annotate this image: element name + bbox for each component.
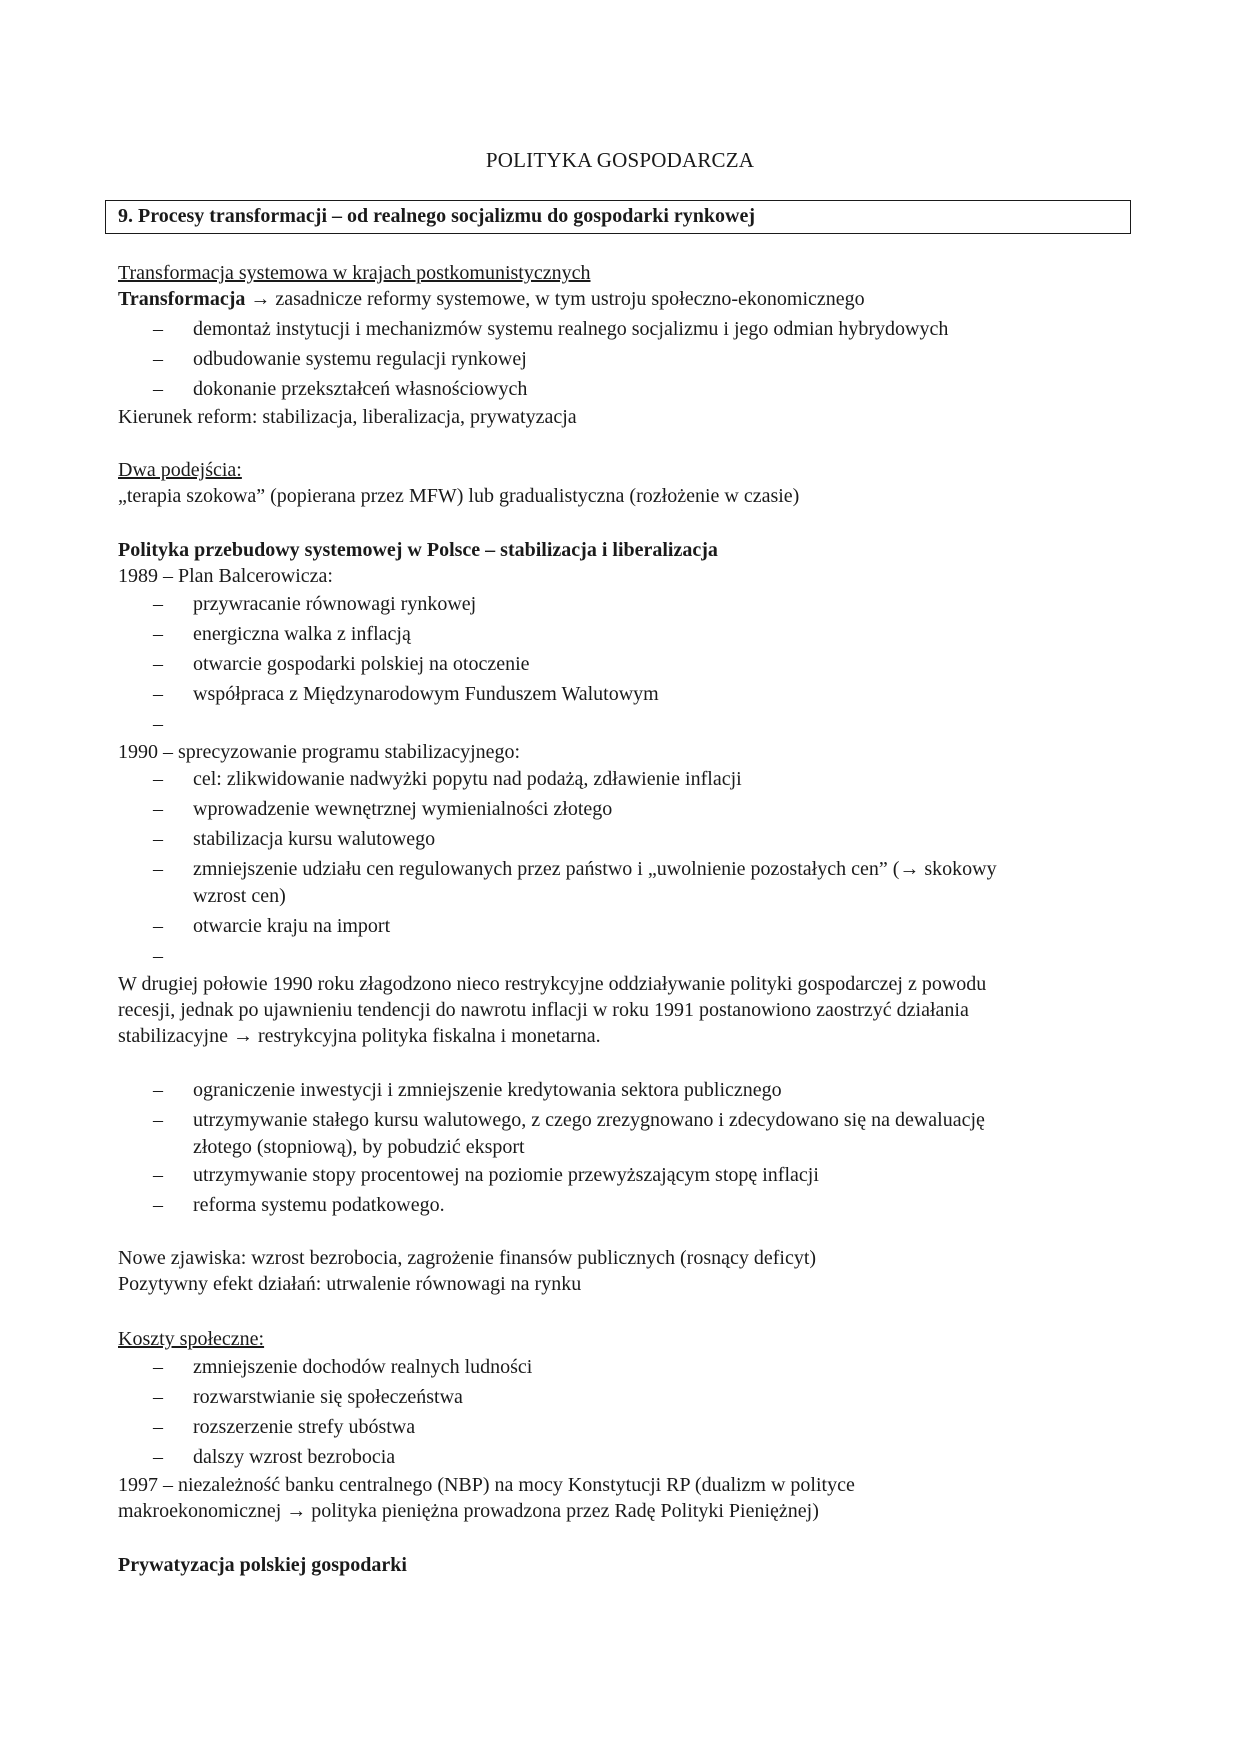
paragraph-line: stabilizacyjne → restrykcyjna polityka fiskalna i monetarna. bbox=[118, 1025, 601, 1047]
list-item: dokonanie przekształceń własnościowych bbox=[193, 378, 528, 400]
reform-direction: Kierunek reform: stabilizacja, liberalizacja, prywatyzacja bbox=[118, 406, 577, 428]
list-item: demontaż instytucji i mechanizmów systemu realnego socjalizmu i jego odmian hybrydowych bbox=[193, 318, 949, 340]
subheading-transformation: Transformacja systemowa w krajach postkomunistycznych bbox=[118, 262, 591, 284]
list-item: otwarcie gospodarki polskiej na otoczenie bbox=[193, 653, 530, 675]
term-transformacja: Transformacja bbox=[118, 288, 246, 310]
list-item: energiczna walka z inflacją bbox=[193, 623, 411, 645]
list-item: rozwarstwianie się społeczeństwa bbox=[193, 1386, 463, 1408]
bullet-dash: – bbox=[153, 683, 163, 705]
list-item: otwarcie kraju na import bbox=[193, 915, 391, 937]
bullet-dash: – bbox=[153, 1109, 163, 1131]
definition-text: → zasadnicze reformy systemowe, w tym ustroju społeczno-ekonomicznego bbox=[245, 288, 865, 310]
list-item: rozszerzenie strefy ubóstwa bbox=[193, 1416, 416, 1438]
document-title: POLITYKA GOSPODARCZA bbox=[485, 148, 755, 172]
list-item-continuation: złotego (stopniową), by pobudzić eksport bbox=[193, 1136, 525, 1158]
nbp-line: 1997 – niezależność banku centralnego (NBP) na mocy Konstytucji RP (dualizm w polityce bbox=[118, 1474, 855, 1496]
nbp-line: makroekonomicznej → polityka pieniężna prowadzona przez Radę Polityki Pieniężnej) bbox=[118, 1500, 819, 1522]
list-item: odbudowanie systemu regulacji rynkowej bbox=[193, 348, 527, 370]
bullet-dash: – bbox=[153, 1164, 163, 1186]
section-heading: 9. Procesy transformacji – od realnego socjalizmu do gospodarki rynkowej bbox=[118, 205, 755, 227]
bullet-dash: – bbox=[153, 1386, 163, 1408]
subheading-policy-poland: Polityka przebudowy systemowej w Polsce – stabilizacja i liberalizacja bbox=[118, 539, 718, 561]
subheading-privatization: Prywatyzacja polskiej gospodarki bbox=[118, 1554, 407, 1576]
bullet-dash: – bbox=[153, 1356, 163, 1378]
list-item: zmniejszenie dochodów realnych ludności bbox=[193, 1356, 533, 1378]
bullet-dash: – bbox=[153, 378, 163, 400]
plan-balcerowicza: 1989 – Plan Balcerowicza: bbox=[118, 565, 333, 587]
subheading-social-costs: Koszty społeczne: bbox=[118, 1328, 265, 1350]
bullet-dash: – bbox=[153, 1446, 163, 1468]
approaches-text: „terapia szokowa” (popierana przez MFW) lub gradualistyczna (rozłożenie w czasie) bbox=[118, 485, 800, 507]
bullet-dash: – bbox=[153, 798, 163, 820]
paragraph-line: recesji, jednak po ujawnieniu tendencji do nawrotu inflacji w roku 1991 postanowiono zaostrzyć działania bbox=[118, 999, 969, 1021]
new-phenomena: Nowe zjawiska: wzrost bezrobocia, zagrożenie finansów publicznych (rosnący deficyt) bbox=[118, 1247, 817, 1269]
bullet-dash: – bbox=[153, 593, 163, 615]
list-item: utrzymywanie stałego kursu walutowego, z czego zrezygnowano i zdecydowano się na dewaluację bbox=[193, 1109, 985, 1131]
list-item: utrzymywanie stopy procentowej na poziomie przewyższającym stopę inflacji bbox=[193, 1164, 819, 1186]
program-1990: 1990 – sprecyzowanie programu stabilizacyjnego: bbox=[118, 741, 521, 763]
list-item: zmniejszenie udziału cen regulowanych przez państwo i „uwolnienie pozostałych cen” (→ skokowy bbox=[193, 858, 997, 880]
bullet-dash: – bbox=[153, 318, 163, 340]
list-item: stabilizacja kursu walutowego bbox=[193, 828, 436, 850]
list-item: cel: zlikwidowanie nadwyżki popytu nad podażą, zdławienie inflacji bbox=[193, 768, 742, 790]
bullet-dash: – bbox=[153, 915, 163, 937]
list-item: ograniczenie inwestycji i zmniejszenie kredytowania sektora publicznego bbox=[193, 1079, 782, 1101]
bullet-dash: – bbox=[153, 1416, 163, 1438]
bullet-dash: – bbox=[153, 348, 163, 370]
list-item: wprowadzenie wewnętrznej wymienialności złotego bbox=[193, 798, 613, 820]
bullet-dash: – bbox=[153, 828, 163, 850]
bullet-dash: – bbox=[153, 713, 163, 735]
list-item: reforma systemu podatkowego. bbox=[193, 1194, 445, 1216]
bullet-dash: – bbox=[153, 653, 163, 675]
definition-line bbox=[118, 287, 865, 311]
paragraph-line: W drugiej połowie 1990 roku złagodzono nieco restrykcyjne oddziaływanie polityki gospodarczej z powodu bbox=[118, 973, 987, 995]
bullet-dash: – bbox=[153, 858, 163, 880]
section-heading-box bbox=[105, 200, 1131, 234]
bullet-dash: – bbox=[153, 1194, 163, 1216]
bullet-dash: – bbox=[153, 945, 163, 967]
subheading-approaches: Dwa podejścia: bbox=[118, 459, 242, 481]
list-item-continuation: wzrost cen) bbox=[193, 885, 286, 907]
bullet-dash: – bbox=[153, 768, 163, 790]
list-item: przywracanie równowagi rynkowej bbox=[193, 593, 477, 615]
list-item: dalszy wzrost bezrobocia bbox=[193, 1446, 396, 1468]
list-item: współpraca z Międzynarodowym Funduszem Walutowym bbox=[193, 683, 659, 705]
bullet-dash: – bbox=[153, 623, 163, 645]
positive-effect: Pozytywny efekt działań: utrwalenie równowagi na rynku bbox=[118, 1273, 582, 1295]
bullet-dash: – bbox=[153, 1079, 163, 1101]
